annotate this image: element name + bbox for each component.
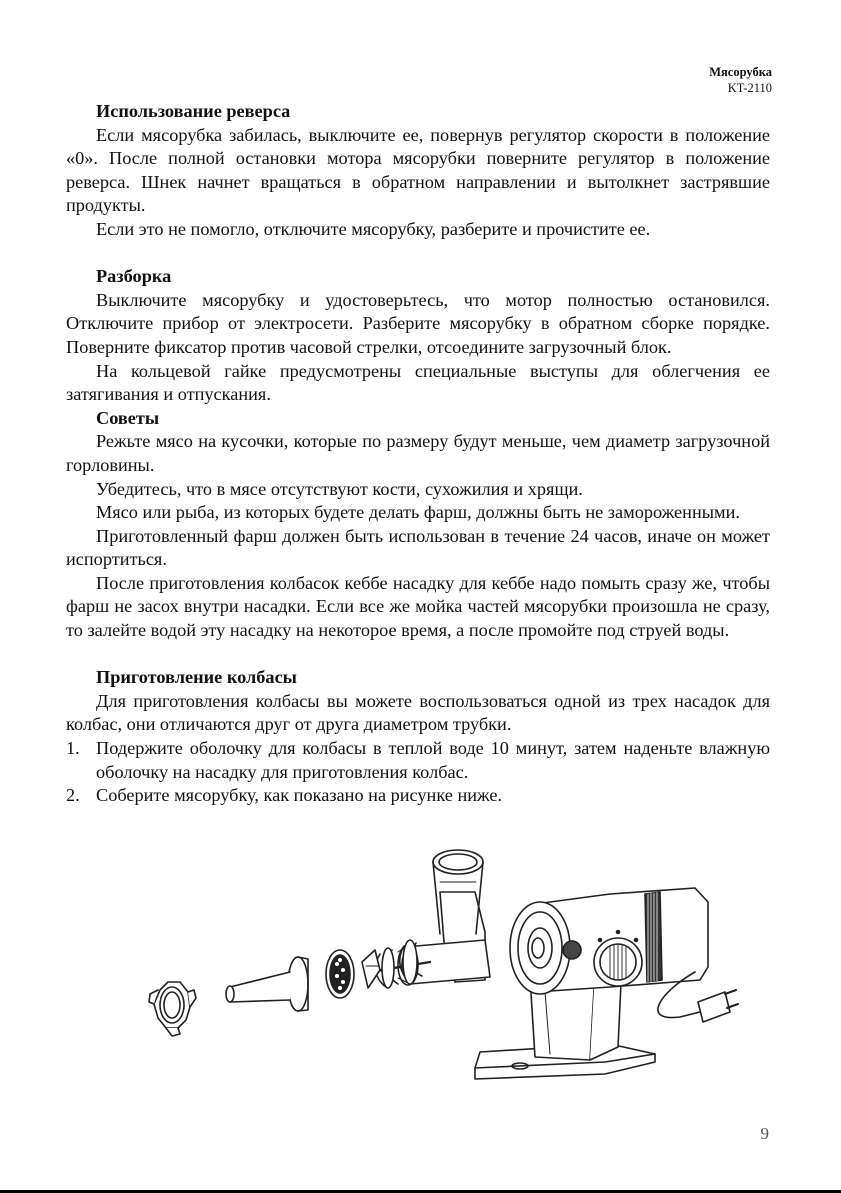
header-product: Мясорубка bbox=[709, 65, 772, 79]
heading-reverse: Использование реверса bbox=[96, 101, 291, 121]
sausage-step-1 bbox=[66, 737, 770, 784]
sausage-steps bbox=[66, 737, 770, 808]
heading-tips: Советы bbox=[96, 407, 160, 428]
page-number: 9 bbox=[760, 1124, 769, 1143]
header-model: KT-2110 bbox=[727, 81, 772, 95]
page-content bbox=[66, 100, 770, 808]
grinding-plate bbox=[326, 950, 354, 998]
cutting-knife bbox=[362, 950, 380, 988]
reverse-paragraph-2: Если это не помогло, отключите мясорубку, разберите и прочистите ее. bbox=[96, 218, 651, 239]
sausage-paragraph-1: Для приготовления колбасы вы можете воспользоваться одной из трех насадок для колбас, они отличаются друг от друга диаметром трубки. bbox=[66, 690, 770, 735]
page-header bbox=[709, 64, 772, 96]
disassembly-paragraph-1: Выключите мясорубку и удостоверьтесь, что мотор полностью остановился. Отключите прибор от электросети. Разберите мясорубку в обратном сборке порядке. Поверните фиксатор против часовой стрелки, отсоедините загрузочный блок. bbox=[66, 289, 770, 357]
step-number: 2. bbox=[66, 785, 80, 806]
sausage-nozzle bbox=[226, 957, 308, 1011]
tips-paragraph-4: Приготовленный фарш должен быть использован в течение 24 часов, иначе он может испортиться. bbox=[66, 525, 770, 570]
motor-body bbox=[510, 888, 708, 994]
sausage-step-2 bbox=[66, 784, 770, 808]
step-number: 1. bbox=[66, 738, 80, 759]
tips-paragraph-5: После приготовления колбасок кеббе насадку для кеббе надо помыть сразу же, чтобы фарш не засох внутри насадки. Если все же мойка частей мясорубки произошла не сразу, то залейте водой эту насадку на некоторое время, а после промойте под струей воды. bbox=[66, 572, 770, 641]
heading-disassembly: Разборка bbox=[96, 266, 172, 287]
heading-sausage: Приготовление колбасы bbox=[96, 667, 297, 688]
tips-paragraph-1: Режьте мясо на кусочки, которые по размеру будут меньше, чем диаметр загрузочной горловины. bbox=[66, 431, 770, 475]
ring-nut bbox=[149, 982, 196, 1036]
meat-grinder-assembly-illustration bbox=[140, 822, 740, 1092]
reverse-paragraph-1: Если мясорубка забилась, выключите ее, повернув регулятор скорости в положение «0». После полной остановки мотора мясорубки поверните регулятор в положение реверса. Шнек начнет вращаться в обратном направлении и вытолкнет застрявшие продукты. bbox=[66, 124, 770, 216]
tips-paragraph-3: Мясо или рыба, из которых будете делать фарш, должны быть не замороженными. bbox=[96, 502, 740, 523]
step-text: Подержите оболочку для колбасы в теплой воде 10 минут, затем наденьте влажную оболочку на насадку для приготовления колбас. bbox=[96, 738, 770, 782]
tips-paragraph-2: Убедитесь, что в мясе отсутствуют кости, сухожилия и хрящи. bbox=[96, 478, 583, 499]
step-text: Соберите мясорубку, как показано на рисунке ниже. bbox=[96, 785, 503, 806]
disassembly-paragraph-2: На кольцевой гайке предусмотрены специальные выступы для облегчения ее затягивания и отпускания. bbox=[66, 360, 770, 405]
